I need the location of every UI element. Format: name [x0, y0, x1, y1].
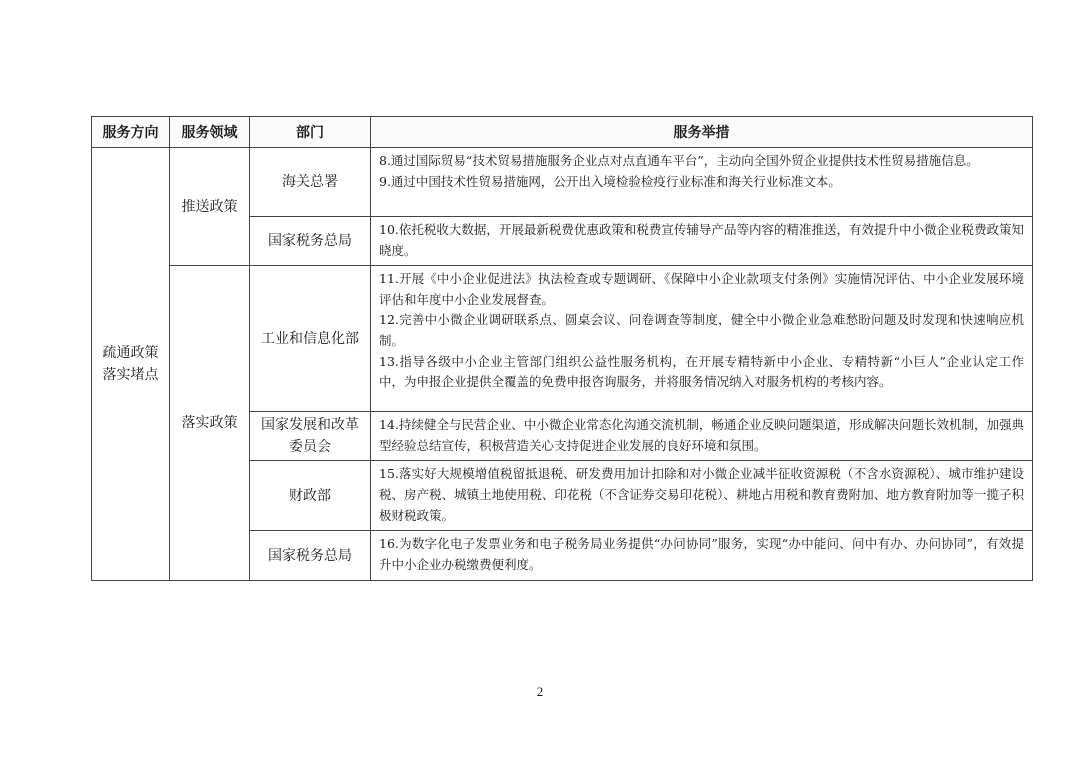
service-direction-cell [92, 148, 170, 581]
measures-tax-push [371, 217, 1033, 266]
measure-item: 15.落实好大规模增值税留抵退税、研发费用加计扣除和对小微企业减半征收资源税（不含水资源税）、城市维护建设税、房产税、城镇土地使用税、印花税（不含证券交易印花税）、耕地占用税和教育费附加、地方教育附加等一揽子积极财税政策。 [379, 466, 1024, 523]
department-tax-push: 国家税务总局 [250, 217, 371, 266]
table-row [92, 266, 1033, 412]
measure-item: 16.为数字化电子发票业务和电子税务局业务提供“办问协同”服务，实现“办中能问、问中有办、办问协同”，有效提升中小企业办税缴费便利度。 [379, 536, 1024, 572]
measure-item: 10.依托税收大数据，开展最新税费优惠政策和税费宣传辅导产品等内容的精准推送，有效提升中小微企业税费政策知晓度。 [379, 222, 1024, 258]
measure-item: 9.通过中国技术性贸易措施网，公开出入境检验检疫行业标准和海关行业标准文本。 [379, 173, 841, 189]
service-field-push: 推送政策 [170, 148, 250, 266]
department-miit: 工业和信息化部 [250, 266, 371, 412]
measure-item: 12.完善中小微企业调研联系点、圆桌会议、问卷调查等制度，健全中小微企业急难愁盼问题及时发现和快速响应机制。 [379, 312, 1024, 348]
measures-mof [371, 461, 1033, 531]
measures-customs [371, 148, 1033, 217]
header-service-field: 服务领域 [170, 117, 250, 148]
measure-item: 14.持续健全与民营企业、中小微企业常态化沟通交流机制，畅通企业反映问题渠道，形成解决问题长效机制，加强典型经验总结宣传，积极营造关心支持促进企业发展的良好环境和氛围。 [379, 417, 1024, 453]
measure-item: 8.通过国际贸易“技术贸易措施服务企业点对点直通车平台”，主动向全国外贸企业提供技术性贸易措施信息。 [379, 153, 979, 168]
measures-tax-impl [371, 531, 1033, 581]
policy-table [91, 116, 1033, 581]
header-service-measures: 服务举措 [371, 117, 1033, 148]
department-ndrc [250, 412, 371, 461]
measures-miit [371, 266, 1033, 412]
table-row [92, 148, 1033, 217]
service-direction-line: 落实堵点 [102, 367, 159, 384]
header-service-direction: 服务方向 [92, 117, 170, 148]
service-field-implement: 落实政策 [170, 266, 250, 581]
department-customs: 海关总署 [250, 148, 371, 217]
department-ndrc-line: 国家发展和改革 [261, 417, 359, 434]
department-ndrc-line: 委员会 [289, 439, 331, 456]
table-header-row [92, 117, 1033, 148]
page-number: 2 [536, 684, 544, 699]
service-direction-line: 疏通政策 [102, 345, 159, 362]
header-department: 部门 [250, 117, 371, 148]
department-mof: 财政部 [250, 461, 371, 531]
measure-item: 13.指导各级中小企业主管部门组织公益性服务机构，在开展专精特新中小企业、专精特新“小巨人”企业认定工作中，为申报企业提供全覆盖的免费申报咨询服务，并将服务情况纳入对服务机构的考核内容。 [379, 353, 1024, 390]
measure-item: 11.开展《中小企业促进法》执法检查或专题调研、《保障中小企业款项支付条例》实施情况评估、中小企业发展环境评估和年度中小企业发展督查。 [379, 271, 1024, 307]
measures-ndrc [371, 412, 1033, 461]
department-tax-impl: 国家税务总局 [250, 531, 371, 581]
